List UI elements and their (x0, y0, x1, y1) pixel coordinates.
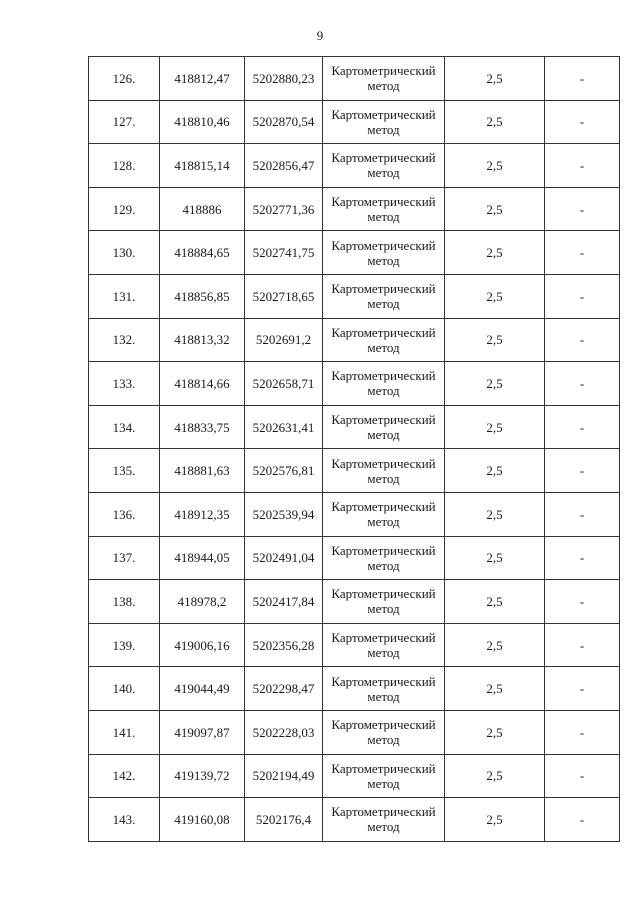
y-coordinate-cell: 5202741,75 (245, 231, 323, 275)
note-cell: - (545, 449, 620, 493)
table-row (89, 274, 620, 318)
point-number-cell: 138. (89, 580, 160, 624)
method-cell (323, 667, 445, 711)
x-coordinate-cell: 419044,49 (160, 667, 245, 711)
accuracy-cell: 2,5 (445, 492, 545, 536)
method-text-line: Картометрический (331, 106, 436, 122)
method-text-line: Картометрический (331, 499, 436, 515)
method-cell (323, 100, 445, 144)
table-row (89, 798, 620, 842)
y-coordinate-cell: 5202194,49 (245, 754, 323, 798)
method-text-line: метод (367, 645, 400, 661)
point-number-cell: 137. (89, 536, 160, 580)
accuracy-cell: 2,5 (445, 536, 545, 580)
note-cell: - (545, 231, 620, 275)
table-row (89, 710, 620, 754)
method-text-line: Картометрический (331, 412, 436, 428)
point-number-cell: 135. (89, 449, 160, 493)
x-coordinate-cell: 418886 (160, 187, 245, 231)
accuracy-cell: 2,5 (445, 405, 545, 449)
x-coordinate-cell: 418978,2 (160, 580, 245, 624)
accuracy-cell: 2,5 (445, 100, 545, 144)
table-row (89, 144, 620, 188)
coordinates-table-body (89, 57, 620, 842)
method-text-line: метод (367, 601, 400, 617)
y-coordinate-cell: 5202228,03 (245, 710, 323, 754)
method-text-line: метод (367, 383, 400, 399)
method-cell (323, 187, 445, 231)
y-coordinate-cell: 5202491,04 (245, 536, 323, 580)
method-text-line: Картометрический (331, 673, 436, 689)
y-coordinate-cell: 5202691,2 (245, 318, 323, 362)
note-cell: - (545, 580, 620, 624)
point-number-cell: 126. (89, 57, 160, 101)
method-text-line: метод (367, 296, 400, 312)
table-row (89, 405, 620, 449)
method-text-line: Картометрический (331, 760, 436, 776)
method-cell (323, 57, 445, 101)
note-cell: - (545, 274, 620, 318)
method-text-line: метод (367, 121, 400, 137)
note-cell: - (545, 798, 620, 842)
point-number-cell: 131. (89, 274, 160, 318)
table-row (89, 231, 620, 275)
note-cell: - (545, 710, 620, 754)
note-cell: - (545, 57, 620, 101)
method-text-line: метод (367, 470, 400, 486)
table-row (89, 754, 620, 798)
method-cell (323, 405, 445, 449)
table-row (89, 187, 620, 231)
y-coordinate-cell: 5202417,84 (245, 580, 323, 624)
method-cell (323, 318, 445, 362)
page-number: 9 (316, 28, 324, 43)
method-text-line: метод (367, 165, 400, 181)
method-text-line: Картометрический (331, 63, 436, 79)
method-text-line: Картометрический (331, 368, 436, 384)
method-text-line: Картометрический (331, 281, 436, 297)
table-row (89, 318, 620, 362)
method-text-line: метод (367, 427, 400, 443)
coordinates-table (88, 56, 620, 842)
accuracy-cell: 2,5 (445, 449, 545, 493)
x-coordinate-cell: 419006,16 (160, 623, 245, 667)
y-coordinate-cell: 5202880,23 (245, 57, 323, 101)
method-cell (323, 798, 445, 842)
point-number-cell: 140. (89, 667, 160, 711)
accuracy-cell: 2,5 (445, 144, 545, 188)
method-cell (323, 144, 445, 188)
y-coordinate-cell: 5202658,71 (245, 362, 323, 406)
accuracy-cell: 2,5 (445, 362, 545, 406)
accuracy-cell: 2,5 (445, 798, 545, 842)
x-coordinate-cell: 419160,08 (160, 798, 245, 842)
method-text-line: метод (367, 732, 400, 748)
x-coordinate-cell: 418884,65 (160, 231, 245, 275)
table-row (89, 667, 620, 711)
method-text-line: метод (367, 252, 400, 268)
note-cell: - (545, 362, 620, 406)
note-cell: - (545, 754, 620, 798)
method-text-line: метод (367, 688, 400, 704)
note-cell: - (545, 187, 620, 231)
method-cell (323, 274, 445, 318)
table-row (89, 536, 620, 580)
y-coordinate-cell: 5202870,54 (245, 100, 323, 144)
x-coordinate-cell: 419097,87 (160, 710, 245, 754)
y-coordinate-cell: 5202539,94 (245, 492, 323, 536)
x-coordinate-cell: 418912,35 (160, 492, 245, 536)
accuracy-cell: 2,5 (445, 667, 545, 711)
point-number-cell: 142. (89, 754, 160, 798)
accuracy-cell: 2,5 (445, 623, 545, 667)
y-coordinate-cell: 5202176,4 (245, 798, 323, 842)
x-coordinate-cell: 418814,66 (160, 362, 245, 406)
method-text-line: Картометрический (331, 804, 436, 820)
method-text-line: Картометрический (331, 630, 436, 646)
method-cell (323, 623, 445, 667)
note-cell: - (545, 405, 620, 449)
note-cell: - (545, 492, 620, 536)
table-row (89, 449, 620, 493)
point-number-cell: 129. (89, 187, 160, 231)
note-cell: - (545, 100, 620, 144)
x-coordinate-cell: 418815,14 (160, 144, 245, 188)
y-coordinate-cell: 5202298,47 (245, 667, 323, 711)
table-row (89, 57, 620, 101)
method-cell (323, 536, 445, 580)
note-cell: - (545, 623, 620, 667)
x-coordinate-cell: 418810,46 (160, 100, 245, 144)
point-number-cell: 141. (89, 710, 160, 754)
method-text-line: Картометрический (331, 324, 436, 340)
method-text-line: Картометрический (331, 542, 436, 558)
method-cell (323, 449, 445, 493)
x-coordinate-cell: 419139,72 (160, 754, 245, 798)
method-cell (323, 710, 445, 754)
accuracy-cell: 2,5 (445, 580, 545, 624)
y-coordinate-cell: 5202771,36 (245, 187, 323, 231)
y-coordinate-cell: 5202356,28 (245, 623, 323, 667)
note-cell: - (545, 318, 620, 362)
point-number-cell: 143. (89, 798, 160, 842)
x-coordinate-cell: 418944,05 (160, 536, 245, 580)
method-text-line: метод (367, 775, 400, 791)
point-number-cell: 128. (89, 144, 160, 188)
x-coordinate-cell: 418833,75 (160, 405, 245, 449)
accuracy-cell: 2,5 (445, 754, 545, 798)
accuracy-cell: 2,5 (445, 57, 545, 101)
method-cell (323, 362, 445, 406)
x-coordinate-cell: 418881,63 (160, 449, 245, 493)
table-row (89, 492, 620, 536)
table-row (89, 362, 620, 406)
method-text-line: метод (367, 339, 400, 355)
table-row (89, 623, 620, 667)
method-text-line: метод (367, 209, 400, 225)
method-text-line: Картометрический (331, 194, 436, 210)
point-number-cell: 130. (89, 231, 160, 275)
point-number-cell: 127. (89, 100, 160, 144)
point-number-cell: 139. (89, 623, 160, 667)
point-number-cell: 133. (89, 362, 160, 406)
method-cell (323, 754, 445, 798)
accuracy-cell: 2,5 (445, 710, 545, 754)
method-text-line: Картометрический (331, 717, 436, 733)
note-cell: - (545, 536, 620, 580)
method-cell (323, 492, 445, 536)
note-cell: - (545, 144, 620, 188)
point-number-cell: 136. (89, 492, 160, 536)
table-row (89, 580, 620, 624)
accuracy-cell: 2,5 (445, 231, 545, 275)
point-number-cell: 134. (89, 405, 160, 449)
accuracy-cell: 2,5 (445, 187, 545, 231)
method-text-line: метод (367, 78, 400, 94)
y-coordinate-cell: 5202718,65 (245, 274, 323, 318)
accuracy-cell: 2,5 (445, 274, 545, 318)
method-text-line: метод (367, 514, 400, 530)
method-text-line: Картометрический (331, 455, 436, 471)
method-text-line: Картометрический (331, 150, 436, 166)
method-cell (323, 231, 445, 275)
y-coordinate-cell: 5202576,81 (245, 449, 323, 493)
method-text-line: метод (367, 819, 400, 835)
method-cell (323, 580, 445, 624)
x-coordinate-cell: 418813,32 (160, 318, 245, 362)
x-coordinate-cell: 418856,85 (160, 274, 245, 318)
method-text-line: Картометрический (331, 586, 436, 602)
method-text-line: метод (367, 557, 400, 573)
note-cell: - (545, 667, 620, 711)
method-text-line: Картометрический (331, 237, 436, 253)
accuracy-cell: 2,5 (445, 318, 545, 362)
x-coordinate-cell: 418812,47 (160, 57, 245, 101)
y-coordinate-cell: 5202856,47 (245, 144, 323, 188)
table-row (89, 100, 620, 144)
y-coordinate-cell: 5202631,41 (245, 405, 323, 449)
point-number-cell: 132. (89, 318, 160, 362)
